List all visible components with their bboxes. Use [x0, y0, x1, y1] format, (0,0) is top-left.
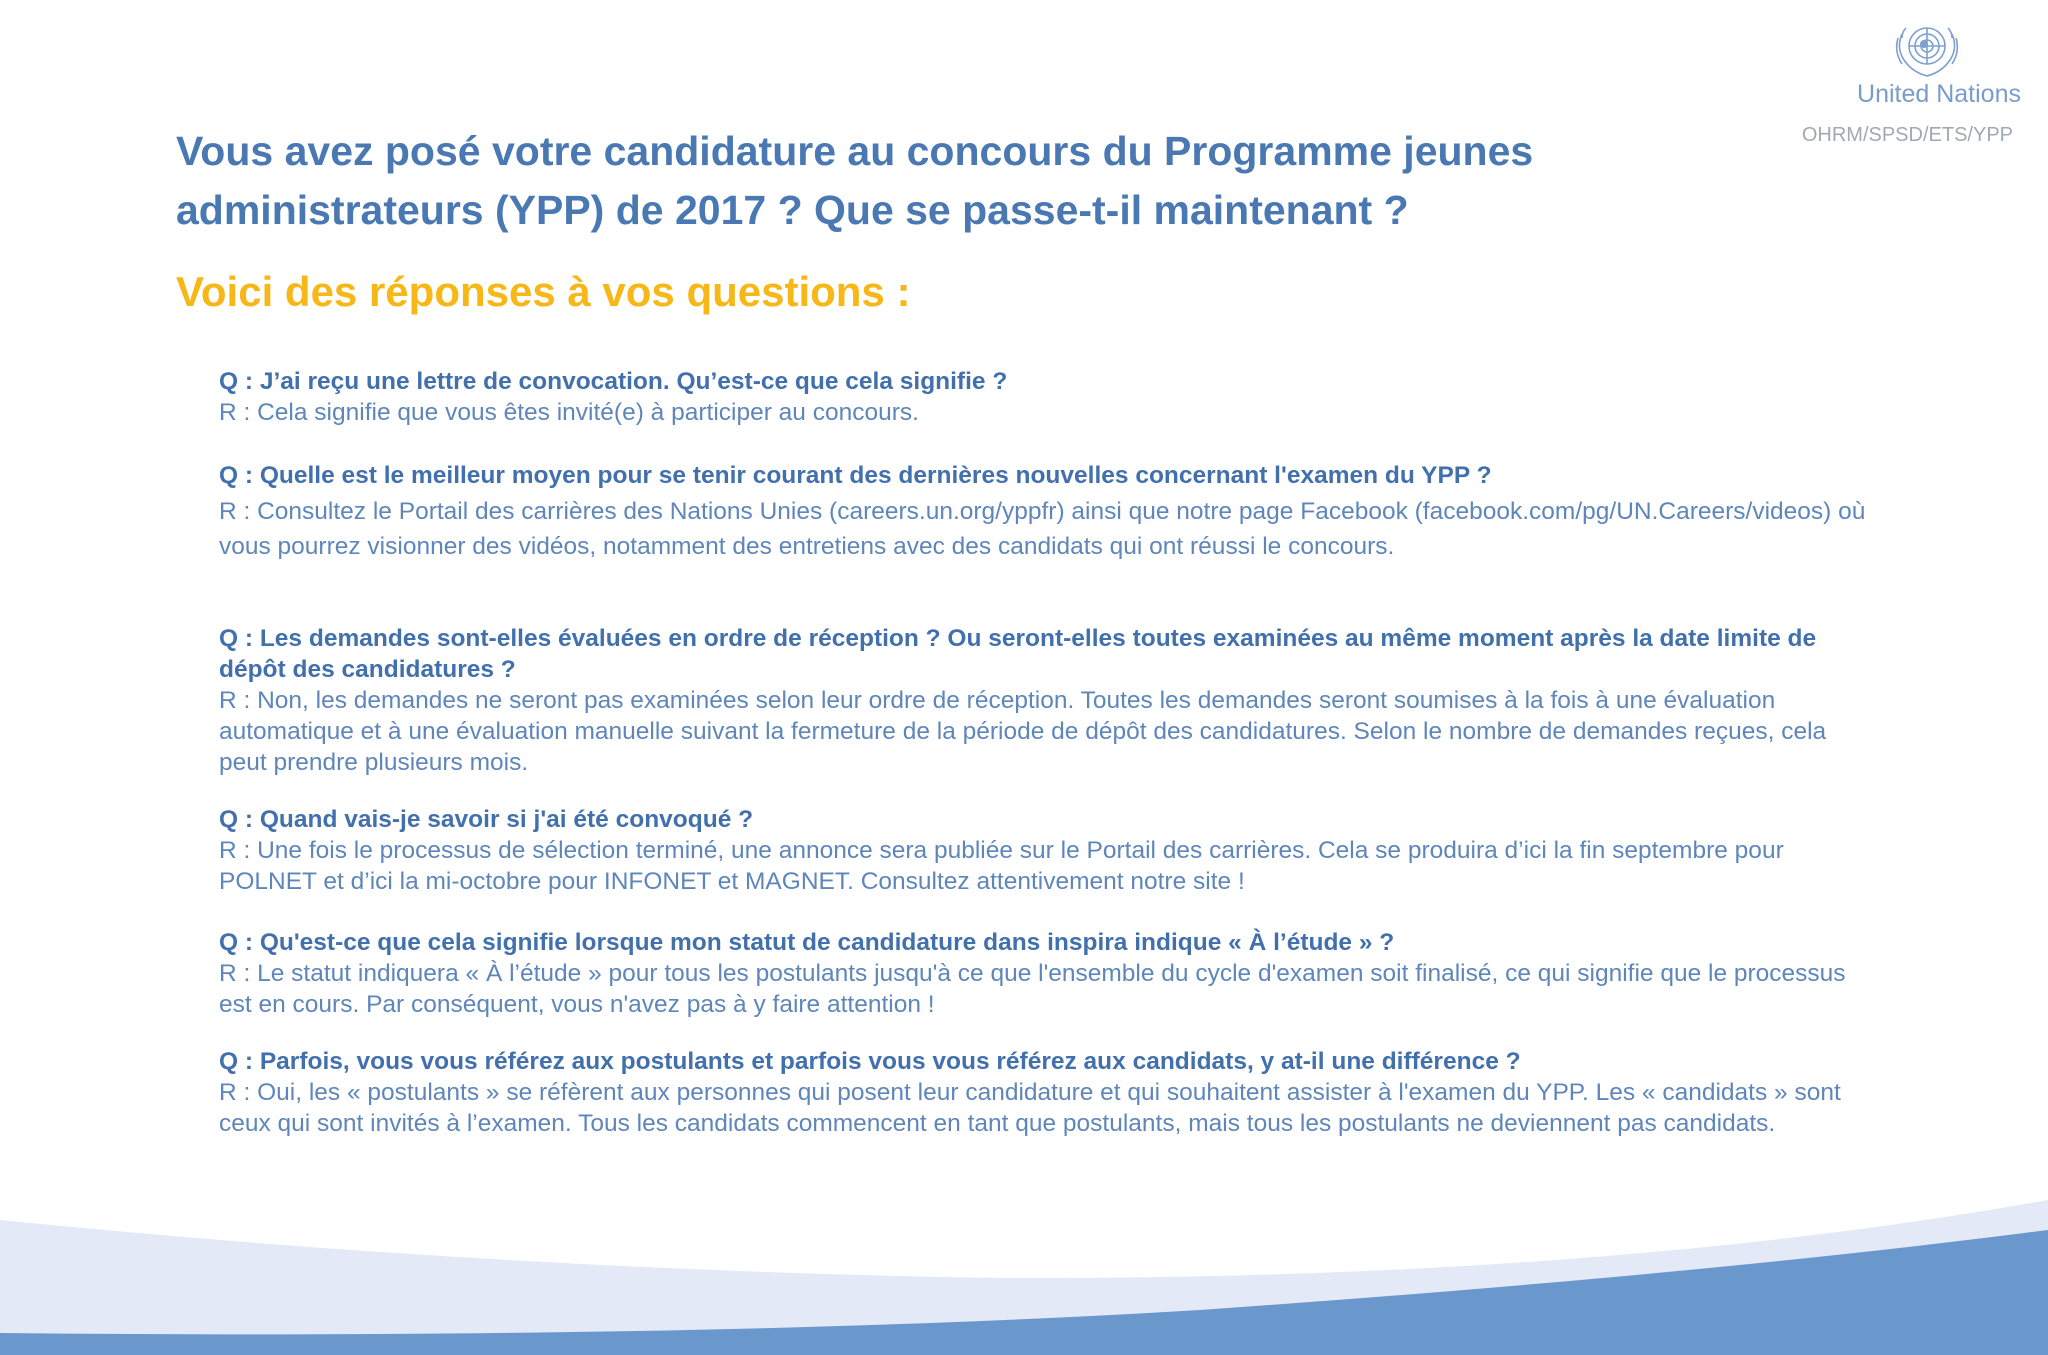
faq-item-1 — [219, 366, 1869, 428]
faq-item-2 — [219, 458, 1869, 564]
faq-answer: R : Consultez le Portail des carrières des Nations Unies (careers.un.org/yppfr) ainsi que notre page Facebook (facebook.com/pg/UN.Careers/videos) où vous pourrez visionner des vidéos, notamment des entretiens avec des candidats qui ont réussi le concours. — [219, 498, 1866, 560]
page-subtitle: Voici des réponses à vos questions : — [176, 268, 911, 315]
page-title: Vous avez posé votre candidature au concours du Programme jeunes administrateurs (YPP) de 2017 ? Que se passe-t-il maintenant ? — [176, 128, 1534, 233]
dept-code: OHRM/SPSD/ETS/YPP — [1801, 124, 2013, 146]
faq-answer: R : Cela signifie que vous êtes invité(e) à participer au concours. — [219, 399, 919, 426]
faq-item-3 — [219, 623, 1869, 778]
faq-question: Q : Parfois, vous vous référez aux postulants et parfois vous vous référez aux candidats, y at-il une différence ? — [219, 1048, 1521, 1075]
faq-question: Q : Quelle est le meilleur moyen pour se tenir courant des dernières nouvelles concernant l'examen du YPP ? — [219, 462, 1492, 489]
un-emblem-icon — [1888, 16, 1966, 84]
faq-question: Q : Les demandes sont-elles évaluées en ordre de réception ? Ou seront-elles toutes examinées au même moment après la date limite de dépôt des candidatures ? — [219, 625, 1817, 683]
faq-answer: R : Oui, les « postulants » se réfèrent aux personnes qui posent leur candidature et qui souhaitent assister à l'examen du YPP. Les « candidats » sont ceux qui sont invités à l’examen. Tous les candidats commencent en tant que postulants, mais tous les postulants ne deviennent pas candidats. — [219, 1079, 1841, 1137]
faq-item-6 — [219, 1046, 1869, 1139]
faq-question: Q : Quand vais-je savoir si j'ai été convoqué ? — [219, 806, 754, 833]
faq-answer: R : Non, les demandes ne seront pas examinées selon leur ordre de réception. Toutes les demandes seront soumises à la fois à une évaluation automatique et à une évaluation manuelle suivant la fermeture de la période de dépôt des candidatures. Selon le nombre de demandes reçues, cela peut prendre plusieurs mois. — [219, 687, 1827, 776]
faq-answer: R : Une fois le processus de sélection terminé, une annonce sera publiée sur le Portail des carrières. Cela se produira d’ici la fin septembre pour POLNET et d’ici la mi-octobre pour INFONET et MAGNET. Consultez attentivement notre site ! — [219, 837, 1784, 895]
footer-wave — [0, 1190, 2048, 1355]
faq-question: Q : J’ai reçu une lettre de convocation. Qu’est-ce que cela signifie ? — [219, 368, 1008, 395]
faq-item-4 — [219, 804, 1869, 897]
org-name: United Nations — [1857, 80, 2021, 108]
faq-item-5 — [219, 927, 1869, 1020]
faq-question: Q : Qu'est-ce que cela signifie lorsque mon statut de candidature dans inspira indique « À l’étude » ? — [219, 929, 1395, 956]
faq-answer: R : Le statut indiquera « À l’étude » pour tous les postulants jusqu'à ce que l'ensemble du cycle d'examen soit finalisé, ce qui signifie que le processus est en cours. Par conséquent, vous n'avez pas à y faire attention ! — [219, 960, 1846, 1018]
